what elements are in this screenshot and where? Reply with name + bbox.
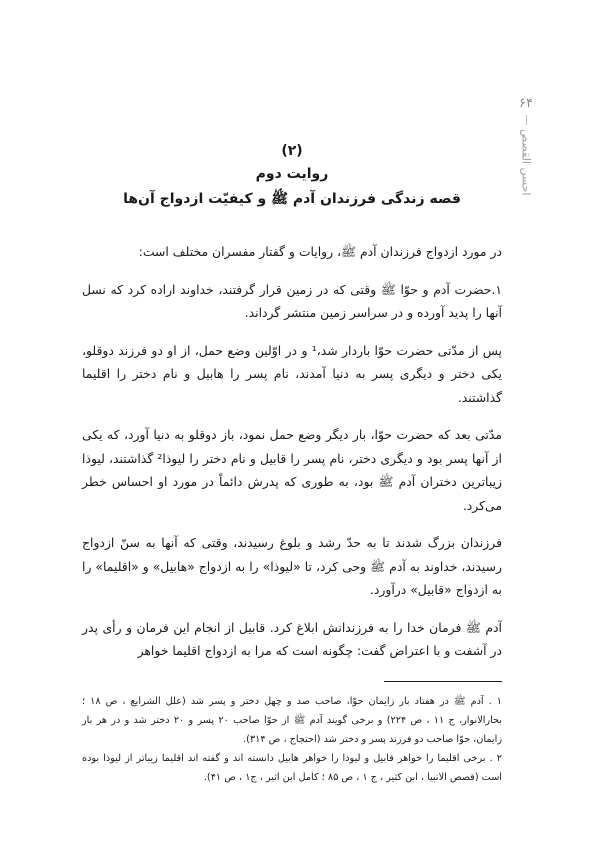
paragraph: آدم ﷺ فرمان خدا را به فرزندانش ابلاغ کرد. قابیل از انجام این فرمان و رأی پدر در آشفت و با اعتراض گفت: چگونه است که مرا به ازدواج اقلیما خواهر xyxy=(82,619,502,658)
section-subtitle: قصه زندگی فرزندان آدم ﷺ و کیفیّت ازدواج آن‌ها xyxy=(123,191,461,207)
footnote: ۲ . برخی اقلیما را خواهر قابیل و لیوذا را خواهر هابیل دانسته اند و گفته اند اقلیما زیباتر از لیوذا بوده است (قصص الانبیا ، ابن کثیر ، ج ۱ ، ص ۸۵ ؛ کامل ابن اثیر ، ج۱ ، ص ۴۱). xyxy=(82,752,502,783)
body-text xyxy=(82,240,502,663)
footnote-divider xyxy=(384,681,502,682)
paragraph: در مورد ازدواج فرزندان آدم ﷺ، روایات و گفتار مفسران مختلف است: xyxy=(138,244,502,259)
section-number: (۲) xyxy=(281,143,303,159)
main-content xyxy=(82,140,502,787)
section-title: روایت دوم xyxy=(255,166,329,182)
paragraph: مدّتی بعد که حضرت حوّا، بار دیگر وضع حمل نمود، باز دوقلو به دنیا آورد، که یکی از آنها پسر بود و دیگری دختر، نام پسر را قابیل و نام دختر را لیوذا² گذاشتند، لیوذا زیباترین دختران آدم ﷺ بود، به طوری که پدرش دائماً در مورد او احساس خطر می‌کرد. xyxy=(82,427,502,513)
page-header-side xyxy=(504,96,548,196)
header-divider xyxy=(526,115,527,125)
section-heading xyxy=(82,140,502,212)
footnotes xyxy=(82,692,502,787)
paragraph: فرزندان بزرگ شدند تا به حدّ رشد و بلوغ رسیدند، وقتی که آنها به سنّ ازدواج رسیدند، خداوند به آدم ﷺ وحی کرد، تا «لیوذا» را به ازدواج «هابیل» و «اقلیما» را به ازدواج «قابیل» درآورد. xyxy=(82,535,502,597)
footnote: ۱ . آدم ﷺ در هفتاد بار زایمان حوّا، صاحب صد و چهل دختر و پسر شد (علل الشرایع ، ص ۱۸ ؛ بحارالانوار، ج ۱۱ ، ص ۲۲۴) و برخی گویند آدم ﷺ از حوّا صاحب ۲۰ پسر و ۲۰ دختر شد و در هر بار زایمان، حوّا صاحب دو فرزند پسر و دختر شد (احتجاج ، ص ۳۱۴). xyxy=(82,695,502,745)
running-book-title: احسن القصص xyxy=(519,129,533,196)
paragraph: پس از مدّتی حضرت حوّا باردار شد،¹ و در اوّلین وضع حمل، از او دو فرزند دوقلو، یکی دختر و دیگری پسر به دنیا آمدند، نام پسر را هابیل و نام دختر را اقلیما گذاشتند. xyxy=(82,342,502,405)
paragraph: ۱.حضرت آدم و حوّا ﷺ وقتی که در زمین قرار گرفتند، خداوند اراده کرد که نسل آنها را پدید آورده و در سراسر زمین منتشر گرداند. xyxy=(82,281,502,320)
page-number: ۶۴ xyxy=(519,96,533,111)
